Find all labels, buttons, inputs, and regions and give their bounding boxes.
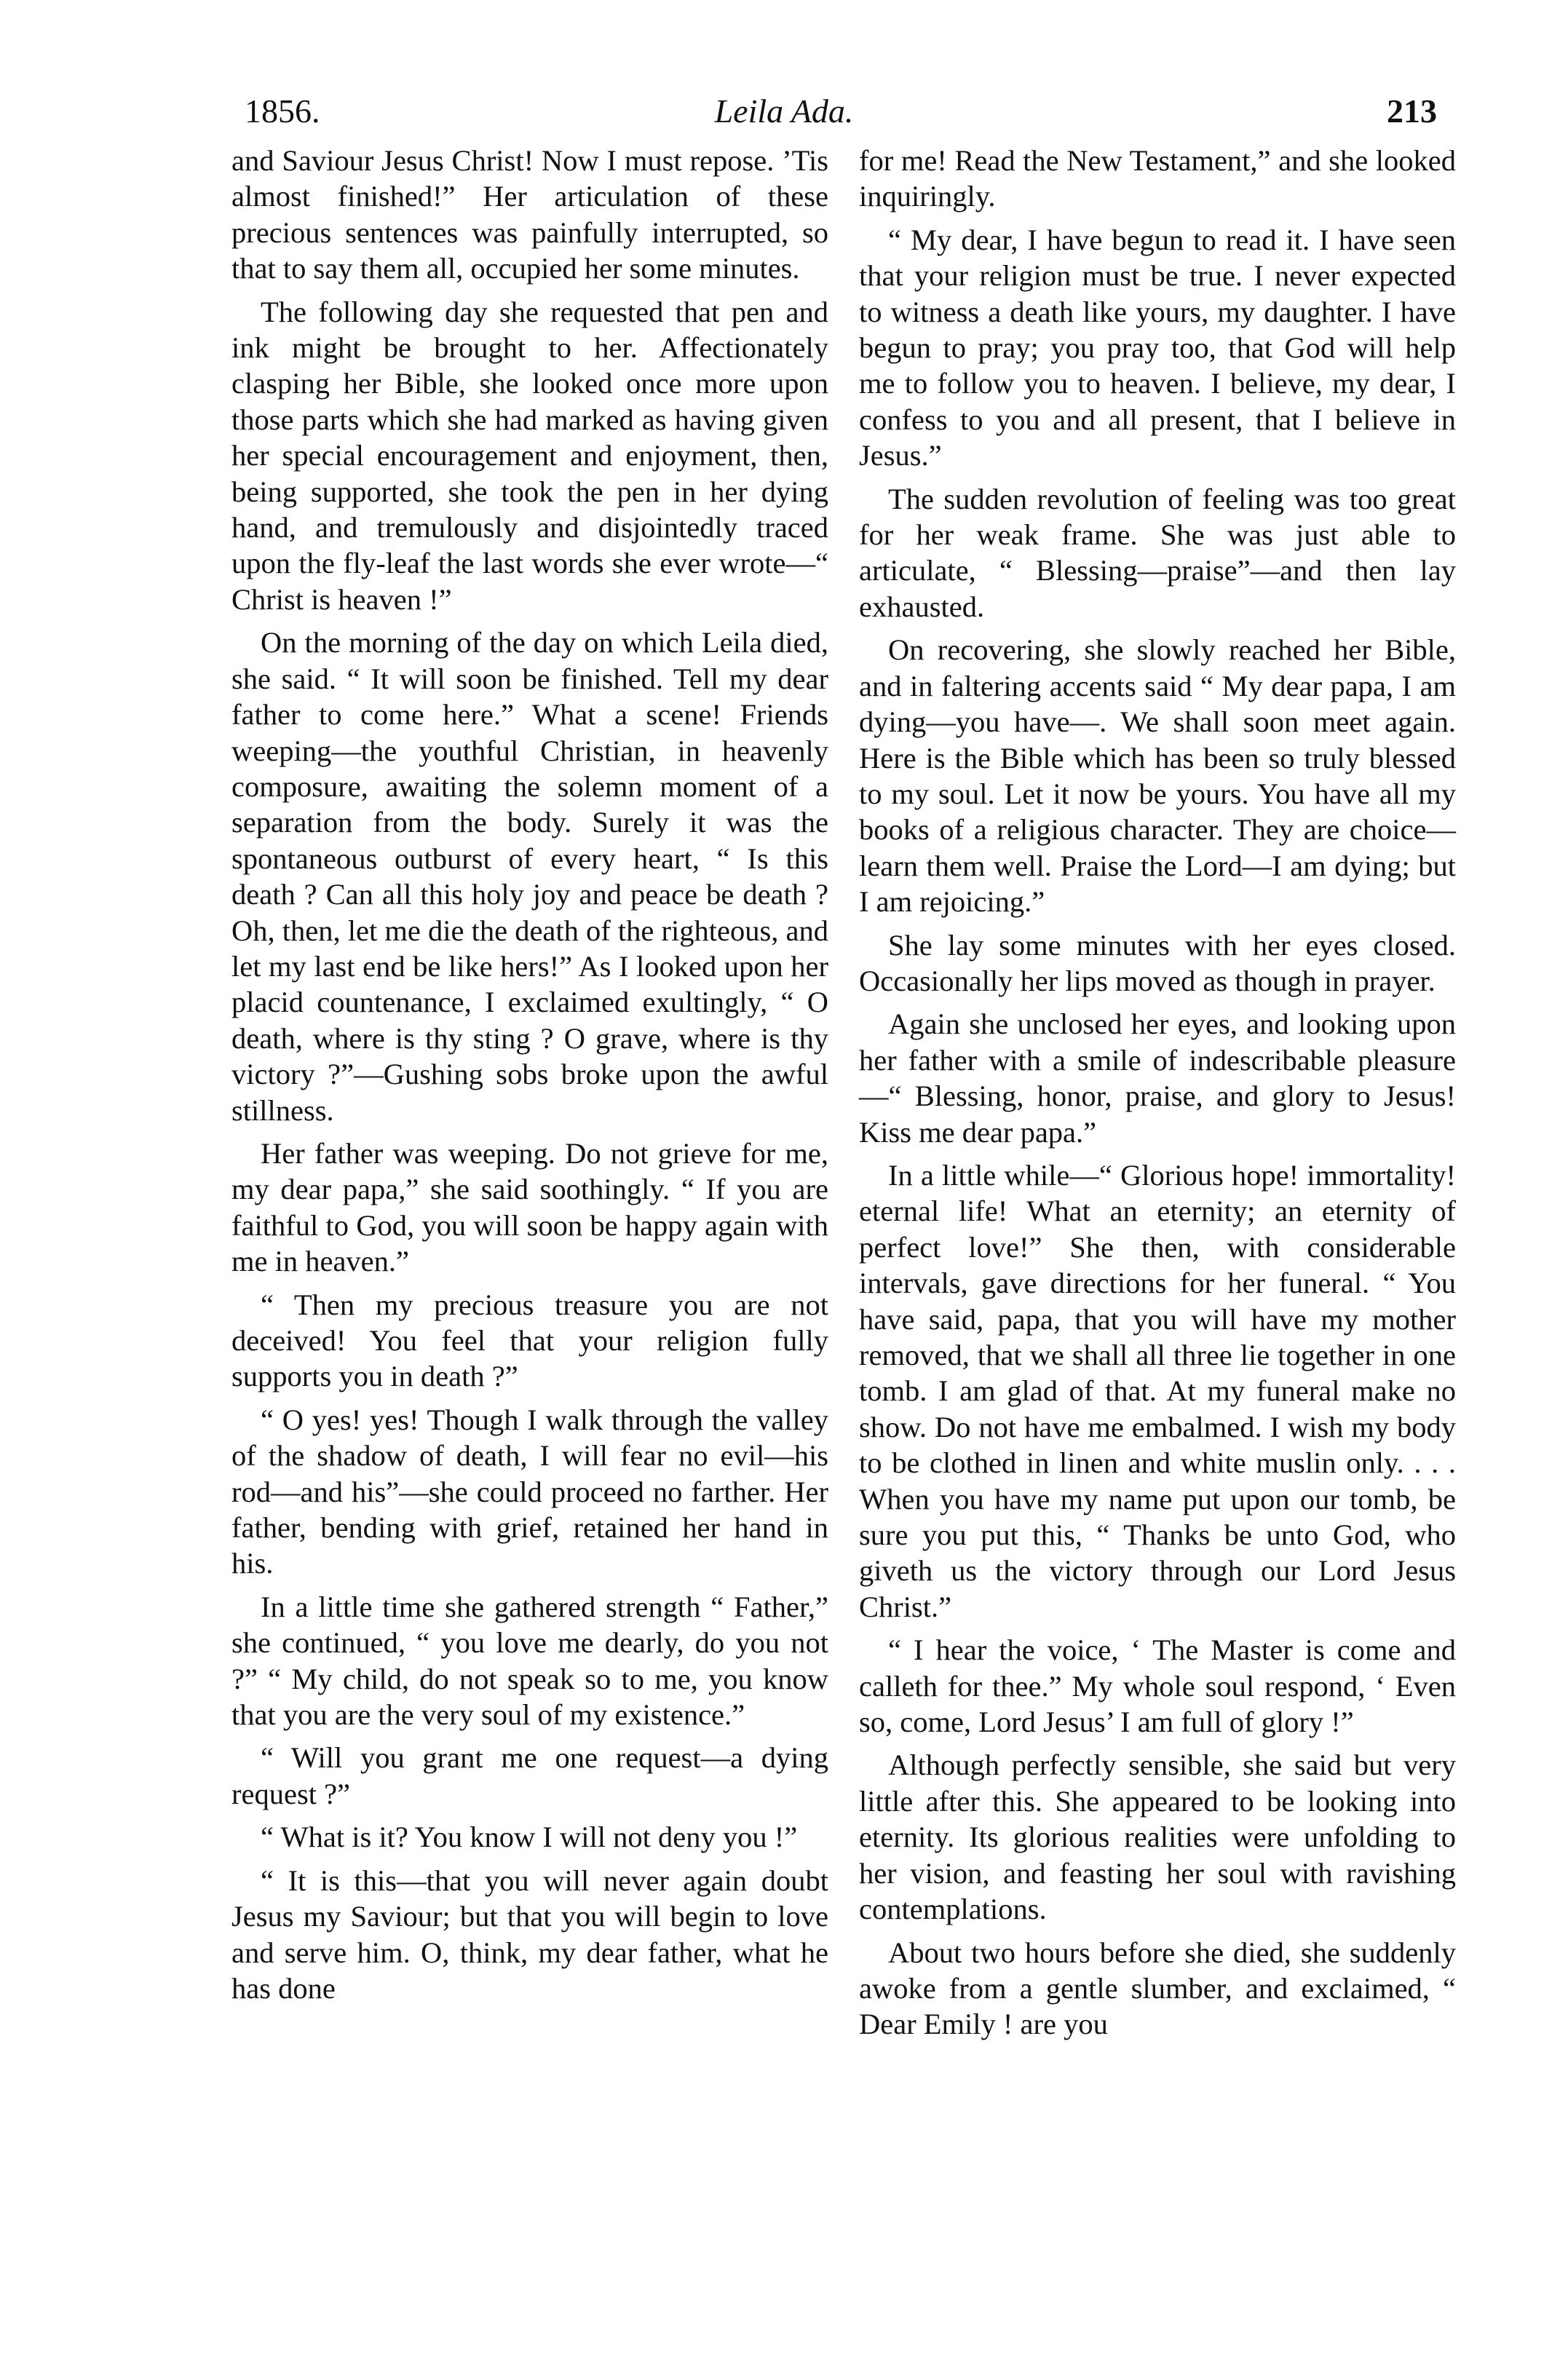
paragraph: “ What is it? You know I will not deny you !” (261, 1821, 798, 1854)
paragraph: In a little while—“ Glorious hope! immortality! eternal life! What an eternity; an eternity of perfect love!” She then, with considerable intervals, gave directions for her funeral. “ You have said, papa, that you will have my mother removed, that we shall all three lie together in one tomb. I am glad of that. At my funeral make no show. Do not have me embalmed. I wish my body to be clothed in linen and white muslin only. . . . When you have my name put upon our tomb, be sure you put this, “ Thanks be unto God, who giveth us the victory through our Lord Jesus Christ.” (859, 1158, 1456, 1623)
paragraph: “ I hear the voice, ‘ The Master is come and calleth for thee.” My whole soul respond, ‘ Even so, come, Lord Jesus’ I am full of glory !” (859, 1633, 1456, 1739)
paragraph: “ My dear, I have begun to read it. I have seen that your religion must be true. I never expected to witness a death like yours, my daughter. I have begun to pray; you pray too, that God will help me to follow you to heaven. I believe, my dear, I confess to you and all present, that I believe in Jesus.” (859, 223, 1456, 472)
paragraph: In a little time she gathered strength “ Father,” she continued, “ you love me dearly, do you not ?” “ My child, do not speak so to me, you know that you are the very soul of my existence.” (231, 1590, 828, 1732)
right-column (859, 143, 1456, 2050)
paragraph: and Saviour Jesus Christ! Now I must repose. ’Tis almost finished!” Her articulation of these precious sentences was painfully interrupted, so that to say them all, occupied her some minutes. (231, 144, 828, 285)
paragraph: Again she unclosed her eyes, and looking upon her father with a smile of indescribable pleasure—“ Blessing, honor, praise, and glory to Jesus! Kiss me dear papa.” (859, 1007, 1456, 1149)
header-title: Leila Ada. (714, 92, 854, 130)
paragraph: On recovering, she slowly reached her Bible, and in faltering accents said “ My dear papa, I am dying—you have—. We shall soon meet again. Here is the Bible which has been so truly blessed to my soul. Let it now be yours. You have all my books of a religious character. They are choice—learn them well. Praise the Lord—I am dying; but I am rejoicing.” (859, 633, 1456, 919)
paragraph: The following day she requested that pen and ink might be brought to her. Affectionately clasping her Bible, she looked once more upon those parts which she had marked as having given her special encouragement and enjoyment, then, being supported, she took the pen in her dying hand, and tremulously and disjointedly traced upon the fly-leaf the last words she ever wrote—“ Christ is heaven !” (231, 295, 828, 616)
paragraph: “ Then my precious treasure you are not deceived! You feel that your religion fully supports you in death ?” (231, 1288, 828, 1393)
paragraph: “ It is this—that you will never again doubt Jesus my Saviour; but that you will begin to love and serve him. O, think, my dear father, what he has done (231, 1863, 828, 2005)
paragraph: The sudden revolution of feeling was too great for her weak frame. She was just able to articulate, “ Blessing—praise”—and then lay exhausted. (859, 482, 1456, 623)
paragraph: Although perfectly sensible, she said but very little after this. She appeared to be looking into eternity. Its glorious realities were unfolding to her vision, and feasting her soul with ravishing contemplations. (859, 1748, 1456, 1926)
running-header (0, 86, 1568, 137)
paragraph: She lay some minutes with her eyes closed. Occasionally her lips moved as though in prayer. (859, 928, 1456, 997)
paragraph: “ O yes! yes! Though I walk through the valley of the shadow of death, I will fear no evil—his rod—and his”—she could proceed no farther. Her father, bending with grief, retained her hand in his. (231, 1403, 828, 1580)
paragraph: for me! Read the New Testament,” and she looked inquiringly. (859, 144, 1456, 213)
paragraph: About two hours before she died, she suddenly awoke from a gentle slumber, and exclaimed, “ Dear Emily ! are you (859, 1936, 1456, 2041)
paragraph: Her father was weeping. Do not grieve for me, my dear papa,” she said soothingly. “ If you are faithful to God, you will soon be happy again with me in heaven.” (231, 1136, 828, 1278)
paragraph: “ Will you grant me one request—a dying request ?” (231, 1741, 828, 1810)
page-number: 213 (1387, 92, 1437, 130)
left-column (231, 143, 828, 2013)
header-year: 1856. (245, 92, 320, 130)
paragraph: On the morning of the day on which Leila died, she said. “ It will soon be finished. Tell my dear father to come here.” What a scene! Friends weeping—the youthful Christian, in heavenly composure, awaiting the solemn moment of a separation from the body. Surely it was the spontaneous outburst of every heart, “ Is this death ? Can all this holy joy and peace be death ? Oh, then, let me die the death of the righteous, and let my last end be like hers!” As I looked upon her placid countenance, I exclaimed exultingly, “ O death, where is thy sting ? O grave, where is thy victory ?”—Gushing sobs broke upon the awful stillness. (231, 626, 828, 1127)
